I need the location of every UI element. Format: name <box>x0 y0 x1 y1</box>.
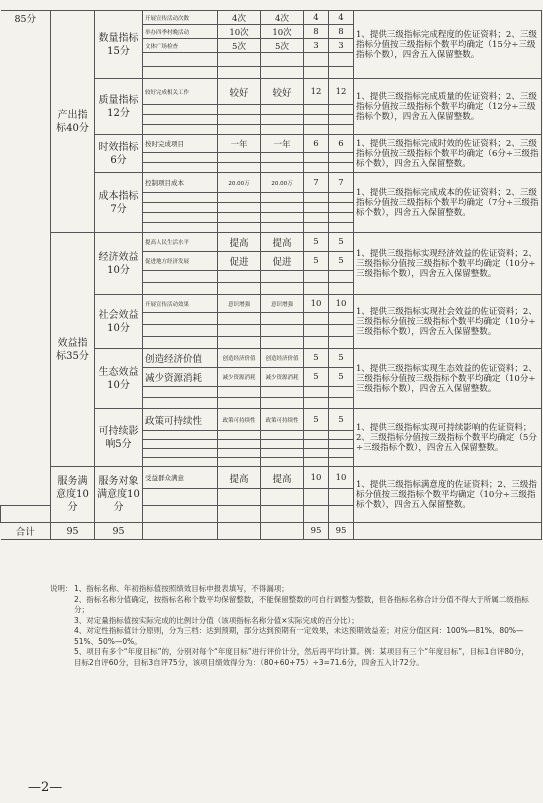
empty-cell <box>329 193 354 203</box>
scoring-description: 1、提供三级指标实现生态效益的佐证资料；2、三级指标分值按三级指标个数平均确定（10分÷三级指标个数），四舍五入保留整数。 <box>354 349 542 409</box>
indicator-name: 开展宣传活动效果 <box>143 295 218 313</box>
indicator-name: 促进地方经济发展 <box>143 252 218 271</box>
actual-value: 10次 <box>261 25 304 39</box>
empty-cell <box>218 115 261 125</box>
total-score-2: 95 <box>329 523 354 540</box>
indicator-name: 创造经济价值 <box>143 349 218 368</box>
empty-cell <box>304 203 329 213</box>
total-label: 合计 <box>1 523 51 540</box>
empty-cell <box>261 223 304 233</box>
empty-cell <box>218 163 261 173</box>
empty-cell <box>329 325 354 337</box>
empty-cell <box>218 449 261 458</box>
score-value: 5 <box>329 349 354 368</box>
actual-value: 5次 <box>261 39 304 53</box>
score-value: 4 <box>304 11 329 25</box>
empty-cell <box>329 67 354 79</box>
empty-cell <box>261 125 304 135</box>
empty-cell <box>261 431 304 440</box>
top-score-cell: 85分 <box>1 11 51 506</box>
score-value: 10 <box>304 295 329 313</box>
indicator-name: 举办四季村晚活动 <box>143 25 218 39</box>
empty-cell <box>304 325 329 337</box>
empty-cell <box>218 523 261 540</box>
empty-cell <box>143 313 218 325</box>
empty-cell <box>261 458 304 467</box>
empty-cell <box>143 440 218 449</box>
score-value: 5 <box>329 409 354 431</box>
empty-cell <box>143 105 218 115</box>
empty-cell <box>304 163 329 173</box>
empty-cell <box>1 506 51 523</box>
empty-cell <box>304 506 329 523</box>
page-number: —2— <box>28 780 63 795</box>
empty-cell <box>329 125 354 135</box>
target-value: 提高 <box>218 467 261 489</box>
empty-cell <box>329 489 354 506</box>
empty-cell <box>304 53 329 67</box>
empty-cell <box>329 115 354 125</box>
score-value: 3 <box>304 39 329 53</box>
empty-cell <box>143 223 218 233</box>
empty-cell <box>354 523 542 540</box>
actual-value: 一年 <box>261 135 304 153</box>
target-value: 意识增强 <box>218 295 261 313</box>
target-value: 一年 <box>218 135 261 153</box>
actual-value: 提高 <box>261 233 304 252</box>
empty-cell <box>261 387 304 398</box>
empty-cell <box>329 213 354 223</box>
empty-cell <box>143 271 218 283</box>
empty-cell <box>143 53 218 67</box>
scoring-description: 1、提供三级指标实现社会效益的佐证资料；2、三级指标分值按三级指标个数平均确定（10分÷三级指标个数），四舍五入保留整数。 <box>354 295 542 349</box>
scoring-description: 1、提供三级指标实现可持续影响的佐证资料；2、三级指标分值按三级指标个数平均确定（5分÷三级指标个数），四舍五入保留整数。 <box>354 409 542 467</box>
empty-cell <box>143 163 218 173</box>
empty-cell <box>304 398 329 409</box>
score-value: 5 <box>304 349 329 368</box>
empty-cell <box>304 153 329 163</box>
score-value: 3 <box>329 39 354 53</box>
empty-cell <box>143 431 218 440</box>
empty-cell <box>261 325 304 337</box>
note-item: 1、指标名称、年初指标值按照绩效目标申报表填写，不得漏项； <box>74 584 289 593</box>
empty-cell <box>329 223 354 233</box>
service-target-satisfaction-label: 服务对象满意度10分 <box>95 467 143 523</box>
empty-cell <box>218 431 261 440</box>
empty-cell <box>218 153 261 163</box>
empty-cell <box>261 489 304 506</box>
empty-cell <box>218 203 261 213</box>
empty-cell <box>304 489 329 506</box>
target-value: 10次 <box>218 25 261 39</box>
total-score-b: 95 <box>95 523 143 540</box>
indicator-name: 文体广场检查 <box>143 39 218 53</box>
economic-benefit-label: 经济效益10分 <box>95 233 143 295</box>
empty-cell <box>304 337 329 349</box>
empty-cell <box>143 125 218 135</box>
empty-cell <box>329 203 354 213</box>
actual-value: 减少资源消耗 <box>261 368 304 387</box>
empty-cell <box>218 489 261 506</box>
actual-value: 创造经济价值 <box>261 349 304 368</box>
empty-cell <box>143 449 218 458</box>
empty-cell <box>143 337 218 349</box>
empty-cell <box>304 67 329 79</box>
empty-cell <box>329 440 354 449</box>
empty-cell <box>143 325 218 337</box>
score-value: 5 <box>329 233 354 252</box>
empty-cell <box>304 449 329 458</box>
empty-cell <box>218 440 261 449</box>
score-value: 10 <box>329 295 354 313</box>
empty-cell <box>261 193 304 203</box>
score-value: 8 <box>304 25 329 39</box>
scoring-description: 1、提供三级指标完成质量的佐证资料；2、三级指标分值按三级指标个数平均确定（12分÷三级指标个数），四舍五入保留整数。 <box>354 79 542 135</box>
empty-cell <box>143 489 218 506</box>
empty-cell <box>304 213 329 223</box>
empty-cell <box>329 398 354 409</box>
score-value: 4 <box>329 11 354 25</box>
empty-cell <box>261 203 304 213</box>
empty-cell <box>304 125 329 135</box>
score-value: 10 <box>304 467 329 489</box>
score-value: 5 <box>304 252 329 271</box>
empty-cell <box>304 458 329 467</box>
target-value: 5次 <box>218 39 261 53</box>
empty-cell <box>143 115 218 125</box>
note-item: 4、对定性指标值计分原则，分为三档：达到预期，部分达到预期有一定效果，未达预期效益差；对应分值区间：100%—81%、80%—51%、50%—0%。 <box>74 626 524 646</box>
empty-cell <box>261 153 304 163</box>
scoring-description: 1、提供三级指标实现经济效益的佐证资料；2、三级指标分值按三级指标个数平均确定（10分÷三级指标个数），四舍五入保留整数。 <box>354 233 542 295</box>
empty-cell <box>261 271 304 283</box>
empty-cell <box>329 387 354 398</box>
empty-cell <box>143 213 218 223</box>
empty-cell <box>261 115 304 125</box>
empty-cell <box>218 271 261 283</box>
indicator-name: 减少资源消耗 <box>143 368 218 387</box>
service-satisfaction-label: 服务满意度10分 <box>51 467 95 523</box>
actual-value: 意识增强 <box>261 295 304 313</box>
empty-cell <box>329 449 354 458</box>
note-item: 5、项目有多个“年度目标”的，分别对每个“年度目标”进行评价计分，然后再平均计算。例：某项目有三个“年度目标”，目标1自评80分，目标2自评60分，目标3自评75分，该项目绩效得分为：（80+60+75）÷3=71.6分，四舍五入计72分。 <box>74 647 529 667</box>
empty-cell <box>261 53 304 67</box>
empty-cell <box>329 153 354 163</box>
actual-value: 20.00万 <box>261 173 304 193</box>
empty-cell <box>218 337 261 349</box>
empty-cell <box>218 213 261 223</box>
empty-cell <box>261 506 304 523</box>
empty-cell <box>218 105 261 115</box>
evaluation-table <box>0 10 542 540</box>
target-value: 20.00万 <box>218 173 261 193</box>
score-value: 6 <box>329 135 354 153</box>
empty-cell <box>304 440 329 449</box>
empty-cell <box>218 193 261 203</box>
scoring-description: 1、提供三级指标完成时效的佐证资料；2、三级指标分值按三级指标个数平均确定（6分÷三级指标个数），四舍五入保留整数。 <box>354 135 542 173</box>
empty-cell <box>261 337 304 349</box>
total-score-1: 95 <box>304 523 329 540</box>
actual-value: 4次 <box>261 11 304 25</box>
empty-cell <box>218 53 261 67</box>
empty-cell <box>261 213 304 223</box>
scoring-description: 1、提供三级指标完成程度的佐证资料；2、三级指标分值按三级指标个数平均确定（15分÷三级指标个数），四舍五入保留整数。 <box>354 11 542 79</box>
score-value: 5 <box>329 368 354 387</box>
scoring-description: 1、提供三级指标满意度的佐证资料；2、三级指标分值按三级指标个数平均确定（10分÷三级指标个数），四舍五入保留整数。 <box>354 467 542 523</box>
actual-value: 提高 <box>261 467 304 489</box>
indicator-name: 较好完成相关工作 <box>143 79 218 105</box>
indicator-name: 按时完成项目 <box>143 135 218 153</box>
empty-cell <box>304 105 329 115</box>
score-value: 12 <box>304 79 329 105</box>
empty-cell <box>329 431 354 440</box>
empty-cell <box>329 53 354 67</box>
empty-cell <box>143 398 218 409</box>
empty-cell <box>261 523 304 540</box>
empty-cell <box>143 458 218 467</box>
actual-value: 较好 <box>261 79 304 105</box>
quantity-indicator-label: 数量指标15分 <box>95 11 143 79</box>
empty-cell <box>304 387 329 398</box>
sustainability-label: 可持续影响5分 <box>95 409 143 467</box>
target-value: 4次 <box>218 11 261 25</box>
actual-value: 促进 <box>261 252 304 271</box>
empty-cell <box>329 283 354 295</box>
target-value: 提高 <box>218 233 261 252</box>
target-value: 较好 <box>218 79 261 105</box>
empty-cell <box>218 387 261 398</box>
score-value: 7 <box>304 173 329 193</box>
note-item: 2、指标名称分值确定，按指标名称个数平均保留整数，不能保留整数的可自行调整为整数，但各指标名称合计分值不得大于所属二级指标分； <box>74 594 529 614</box>
output-indicator-label: 产出指标40分 <box>51 11 95 233</box>
quality-indicator-label: 质量指标12分 <box>95 79 143 135</box>
cost-indicator-label: 成本指标7分 <box>95 173 143 233</box>
notes-section <box>50 584 536 668</box>
empty-cell <box>304 271 329 283</box>
indicator-name: 开展宣传活动次数 <box>143 11 218 25</box>
empty-cell <box>218 283 261 295</box>
score-value: 10 <box>329 467 354 489</box>
empty-cell <box>261 398 304 409</box>
benefit-indicator-label: 效益指标35分 <box>51 233 95 467</box>
empty-cell <box>304 431 329 440</box>
total-score-a: 95 <box>51 523 95 540</box>
social-benefit-label: 社会效益10分 <box>95 295 143 349</box>
empty-cell <box>218 458 261 467</box>
score-value: 5 <box>304 409 329 431</box>
empty-cell <box>143 153 218 163</box>
empty-cell <box>143 67 218 79</box>
empty-cell <box>329 163 354 173</box>
score-value: 5 <box>304 233 329 252</box>
score-value: 7 <box>329 173 354 193</box>
empty-cell <box>218 125 261 135</box>
indicator-name: 受益群众满意 <box>143 467 218 489</box>
notes-label: 说明： <box>50 584 73 593</box>
empty-cell <box>261 67 304 79</box>
indicator-name: 控制项目成本 <box>143 173 218 193</box>
empty-cell <box>218 223 261 233</box>
empty-cell <box>143 523 218 540</box>
empty-cell <box>329 313 354 325</box>
empty-cell <box>329 337 354 349</box>
empty-cell <box>218 398 261 409</box>
score-value: 5 <box>329 252 354 271</box>
scoring-description: 1、提供三级指标完成成本的佐证资料；2、三级指标分值按三级指标个数平均确定（7分÷三级指标个数），四舍五入保留整数。 <box>354 173 542 233</box>
empty-cell <box>218 325 261 337</box>
empty-cell <box>218 67 261 79</box>
empty-cell <box>304 223 329 233</box>
ecological-benefit-label: 生态效益10分 <box>95 349 143 409</box>
score-value: 12 <box>329 79 354 105</box>
empty-cell <box>143 387 218 398</box>
indicator-name: 政策可持续性 <box>143 409 218 431</box>
empty-cell <box>143 283 218 295</box>
target-value: 促进 <box>218 252 261 271</box>
actual-value: 政策可持续性 <box>261 409 304 431</box>
empty-cell <box>218 506 261 523</box>
empty-cell <box>304 313 329 325</box>
empty-cell <box>329 458 354 467</box>
empty-cell <box>304 283 329 295</box>
note-item: 3、对定量指标值按实际完成的比例计分值（该项指标名称分值×实际完成的百分比）； <box>74 615 359 625</box>
empty-cell <box>304 115 329 125</box>
score-value: 5 <box>304 368 329 387</box>
timeliness-indicator-label: 时效指标6分 <box>95 135 143 173</box>
empty-cell <box>329 271 354 283</box>
indicator-name: 提高人民生活水平 <box>143 233 218 252</box>
score-value: 6 <box>304 135 329 153</box>
empty-cell <box>143 203 218 213</box>
empty-cell <box>329 105 354 115</box>
empty-cell <box>304 193 329 203</box>
empty-cell <box>218 313 261 325</box>
empty-cell <box>261 449 304 458</box>
empty-cell <box>261 440 304 449</box>
empty-cell <box>261 283 304 295</box>
target-value: 减少资源消耗 <box>218 368 261 387</box>
empty-cell <box>143 193 218 203</box>
empty-cell <box>143 506 218 523</box>
empty-cell <box>261 105 304 115</box>
target-value: 创造经济价值 <box>218 349 261 368</box>
empty-cell <box>261 163 304 173</box>
empty-cell <box>261 313 304 325</box>
target-value: 政策可持续性 <box>218 409 261 431</box>
score-value: 8 <box>329 25 354 39</box>
